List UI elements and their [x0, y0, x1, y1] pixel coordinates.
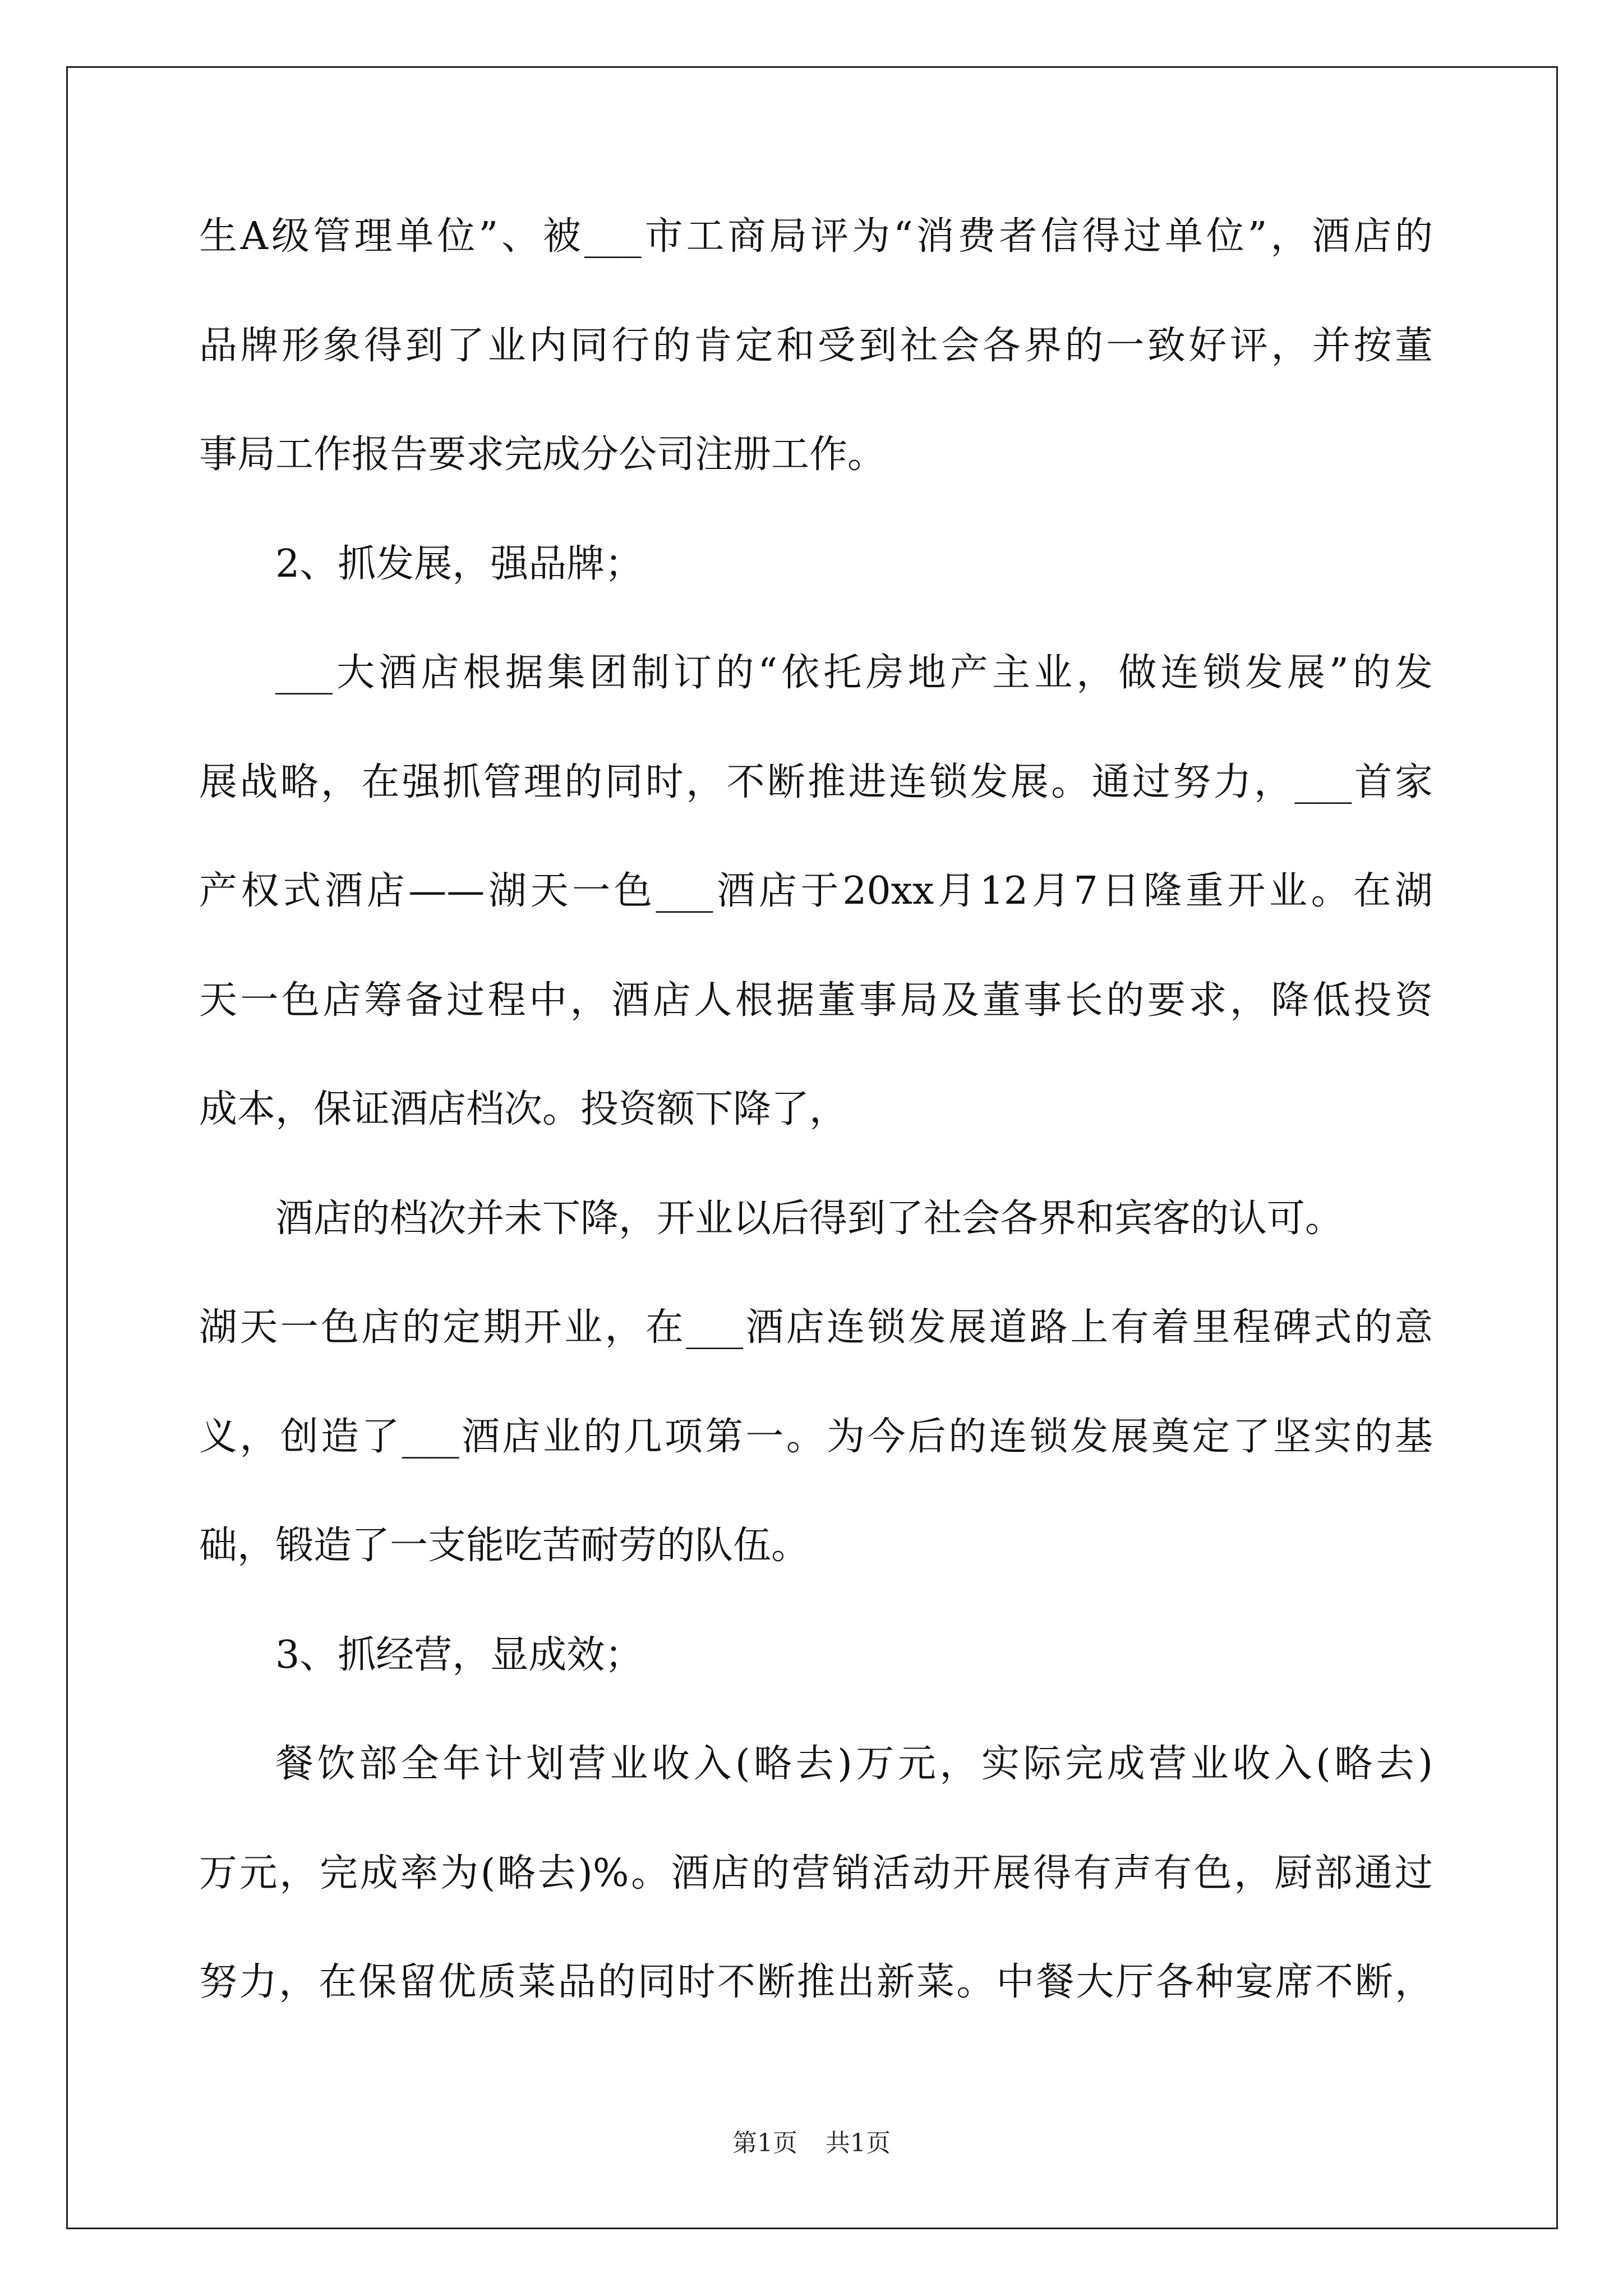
- body-line: 展战略，在强抓管理的同时，不断推进连锁发展。通过努力，___首家: [199, 760, 1433, 804]
- document-body: [199, 214, 1433, 2073]
- section-heading: 2、抓发展，强品牌；: [275, 541, 643, 586]
- body-line: 餐饮部全年计划营业收入(略去)万元，实际完成营业收入(略去): [275, 1742, 1433, 1786]
- body-line: 天一色店筹备过程中，酒店人根据董事局及董事长的要求，降低投资: [199, 978, 1433, 1023]
- body-line: 酒店的档次并未下降，开业以后得到了社会各界和宾客的认可。: [275, 1196, 1344, 1241]
- body-line: 事局工作报告要求完成分公司注册工作。: [199, 432, 886, 477]
- body-line: 础，锻造了一支能吃苦耐劳的队伍。: [199, 1524, 810, 1568]
- body-line: ___大酒店根据集团制订的“依托房地产主业，做连锁发展”的发: [275, 651, 1433, 695]
- body-line: 生A级管理单位”、被___市工商局评为“消费者信得过单位”，酒店的: [199, 214, 1433, 259]
- page-total: 共1页: [826, 2129, 891, 2157]
- body-line: 产权式酒店——湖天一色___酒店于20xx月12月7日隆重开业。在湖: [199, 869, 1433, 913]
- body-line: 成本，保证酒店档次。投资额下降了，: [199, 1087, 848, 1131]
- body-line: 努力，在保留优质菜品的同时不断推出新菜。中餐大厅各种宴席不断，: [199, 1960, 1433, 2004]
- page-footer: [0, 2123, 1623, 2159]
- section-heading: 3、抓经营，显成效；: [275, 1632, 643, 1677]
- body-line: 湖天一色店的定期开业，在___酒店连锁发展道路上有着里程碑式的意: [199, 1305, 1433, 1350]
- body-line: 品牌形象得到了业内同行的肯定和受到社会各界的一致好评，并按董: [199, 323, 1433, 368]
- body-line: 万元，完成率为(略去)%。酒店的营销活动开展得有声有色，厨部通过: [199, 1851, 1433, 1895]
- body-line: 义，创造了___酒店业的几项第一。为今后的连锁发展奠定了坚实的基: [199, 1414, 1433, 1459]
- page-number: 第1页: [732, 2129, 797, 2157]
